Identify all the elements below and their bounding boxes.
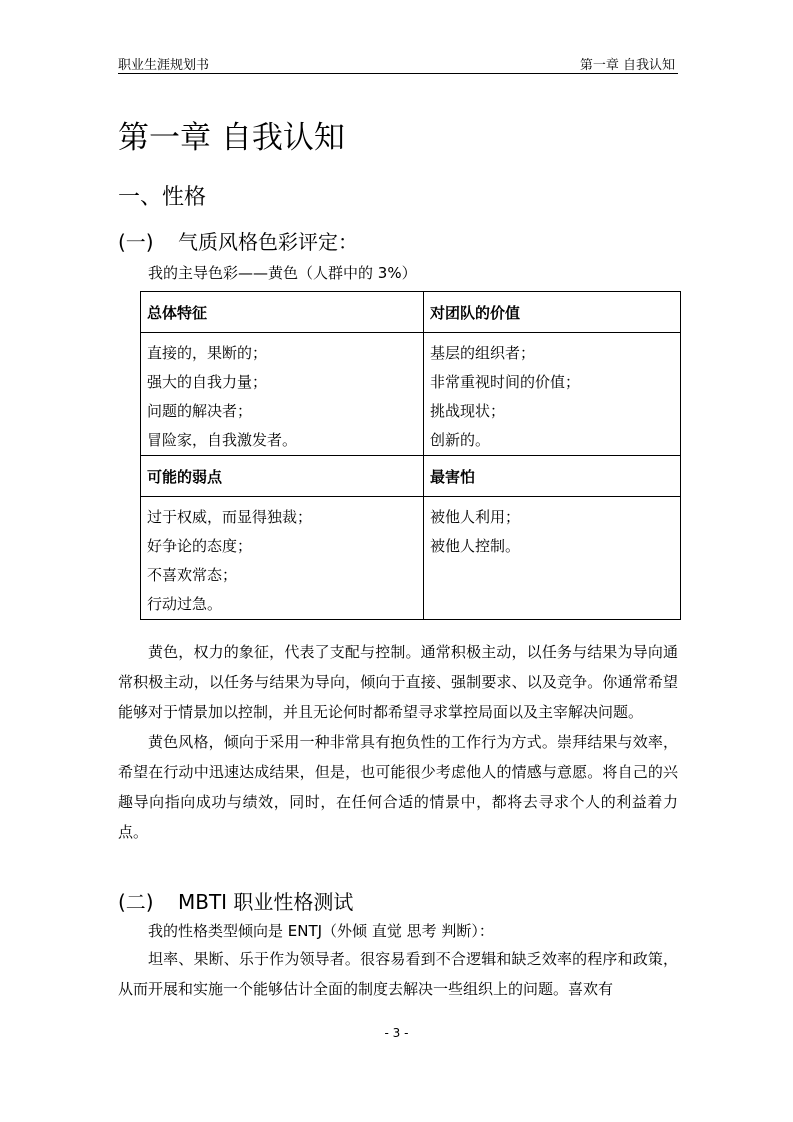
overall-cell: [141, 333, 424, 456]
mbti-paragraph-block: [118, 944, 678, 1004]
table-header-weakness: 可能的弱点: [141, 456, 424, 497]
color-line: 我的主导色彩——黄色（人群中的 3%）: [148, 264, 417, 282]
mbti-line: 我的性格类型倾向是 ENTJ（外倾 直觉 思考 判断）：: [148, 922, 494, 940]
subsection-title: MBTI 职业性格测试: [177, 890, 354, 914]
list-item: 不喜欢常态；: [147, 566, 238, 584]
subsection-heading-2: [118, 886, 353, 915]
list-item: 被他人控制。: [430, 537, 521, 555]
value-cell: [424, 333, 681, 456]
fear-cell: [424, 497, 681, 620]
table-header-fear: 最害怕: [424, 456, 681, 497]
list-item: 被他人利用；: [430, 508, 521, 526]
header-right: 第一章 自我认知: [579, 58, 675, 73]
section-title: 一、性格: [118, 185, 207, 210]
list-item: 好争论的态度；: [147, 537, 253, 555]
list-item: 挑战现状；: [430, 402, 506, 420]
list-item: 行动过急。: [147, 595, 223, 613]
body-paragraphs: [118, 637, 678, 847]
list-item: 基层的组织者；: [430, 344, 536, 362]
table-header-overall: 总体特征: [141, 292, 424, 333]
header-rule: [118, 73, 678, 74]
paragraph-yellow-power: 黄色，权力的象征，代表了支配与控制。通常积极主动，以任务与结果为导向通常积极主动，以任务与结果为导向，倾向于直接、强制要求、以及竞争。你通常希望能够对于情景加以控制，并且无论何时都希望寻求掌控局面以及主宰解决问题。: [118, 643, 678, 721]
list-item: 直接的，果断的；: [147, 344, 268, 362]
table-header-value: 对团队的价值: [424, 292, 681, 333]
list-item: 创新的。: [430, 431, 491, 449]
subsection-title: 气质风格色彩评定：: [177, 230, 358, 254]
weakness-cell: [141, 497, 424, 620]
paragraph-entj: 坦率、果断、乐于作为领导者。很容易看到不合逻辑和缺乏效率的程序和政策，从而开展和实施一个能够估计全面的制度去解决一些组织上的问题。喜欢有: [118, 950, 678, 998]
list-item: 冒险家，自我激发者。: [147, 431, 298, 449]
header-left: 职业生涯规划书: [118, 58, 210, 73]
subsection-number: (一): [118, 230, 154, 254]
chapter-title: 第一章 自我认知: [118, 120, 345, 156]
list-item: 过于权威，而显得独裁；: [147, 508, 313, 526]
subsection-number: (二): [118, 890, 154, 914]
list-item: 非常重视时间的价值；: [430, 373, 581, 391]
page-number: - 3 -: [384, 1026, 409, 1040]
list-item: 强大的自我力量；: [147, 373, 268, 391]
subsection-heading-1: [118, 226, 358, 255]
paragraph-yellow-style: 黄色风格，倾向于采用一种非常具有抱负性的工作行为方式。崇拜结果与效率，希望在行动中迅速达成结果，但是，也可能很少考虑他人的情感与意愿。将自己的兴趣导向指向成功与绩效，同时，在任何合适的情景中，都将去寻求个人的利益着力点。: [118, 733, 678, 841]
list-item: 问题的解决者；: [147, 402, 253, 420]
color-traits-table: [140, 291, 681, 620]
